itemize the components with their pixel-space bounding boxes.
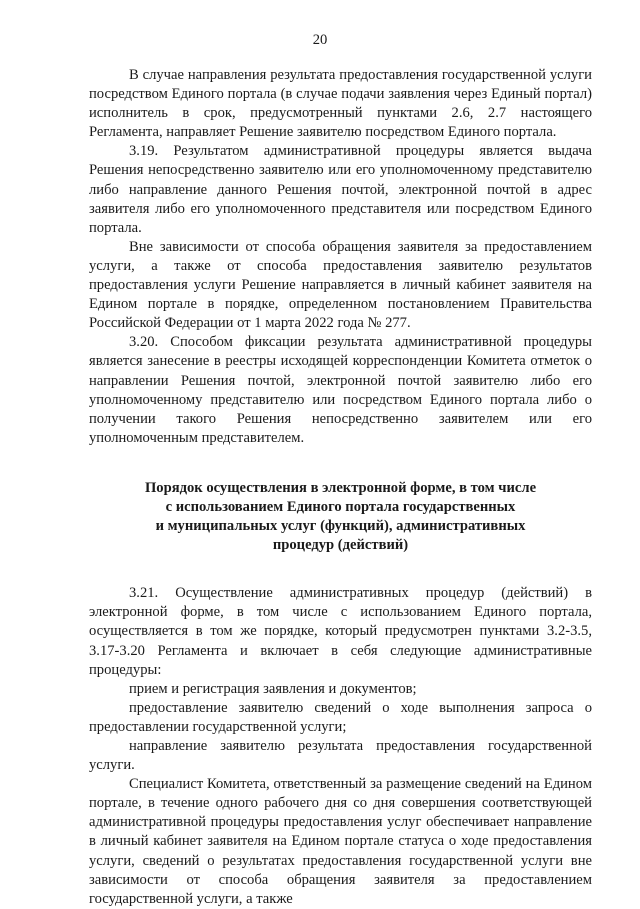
paragraph: 3.19. Результатом административной процедуры является выдача Решения непосредственно заявителю или его уполномоченному представителю либо направление данного Решения почтой, электронной почтой в адрес заявителя либо его уполномоченного представителя или посредством Единого портала. (89, 143, 592, 236)
paragraph: 3.20. Способом фиксации результата административной процедуры является занесение в реестры исходящей корреспонденции Комитета отметок о направлении Решения почтой, электронной почтой заявителю либо его уполномоченному представителю или посредством Единого портала либо о получении такого Решения непосредственно заявителем или его уполномоченным представителем. (89, 334, 592, 446)
heading-line: процедур (действий) (272, 537, 409, 554)
section-heading (89, 479, 592, 555)
heading-line: с использованием Единого портала государственных (165, 498, 516, 515)
paragraph: Вне зависимости от способа обращения заявителя за предоставлением услуги, а также от способа предоставления заявителю результатов предоставления услуги Решение направляется в личный кабинет заявителя на Едином портале в порядке, определенном постановлением Правительства Российской Федерации от 1 марта 2022 года № 277. (89, 238, 592, 332)
heading-line: Порядок осуществления в электронной форме, в том числе (144, 479, 537, 496)
paragraph: 3.21. Осуществление административных процедур (действий) в электронной форме, в том числе с использованием Единого портала, осуществляется в том же порядке, который предусмотрен пунктами 3.2-3.5, 3.17-3.20 Регламента и включает в себя следующие административные процедуры: (89, 585, 592, 678)
list-item: прием и регистрация заявления и документов; (129, 680, 417, 697)
paragraph: Специалист Комитета, ответственный за размещение сведений на Едином портале, в течение одного рабочего дня со дня совершения соответствующей административной процедуры предоставления услуг обеспечивает направление в личный кабинет заявителя на Едином портале статуса о ходе предоставления услуги, сведений о результатах предоставления государственной услуги вне зависимости от способа обращения заявителя за предоставлением государственной услуги, а также (89, 776, 592, 907)
paragraph: В случае направления результата предоставления государственной услуги посредством Единого портала (в случае подачи заявления через Единый портал) исполнитель в срок, предусмотренный пунктами 2.6, 2.7 настоящего Регламента, направляет Решение заявителю посредством Единого портала. (89, 67, 592, 141)
list-item: предоставление заявителю сведений о ходе выполнения запроса о предоставлении государственной услуги; (89, 699, 592, 735)
heading-line: и муниципальных услуг (функций), административных (155, 518, 526, 535)
list-item: направление заявителю результата предоставления государственной услуги. (89, 738, 592, 774)
document-body (89, 66, 592, 909)
page-number: 20 (312, 32, 328, 48)
